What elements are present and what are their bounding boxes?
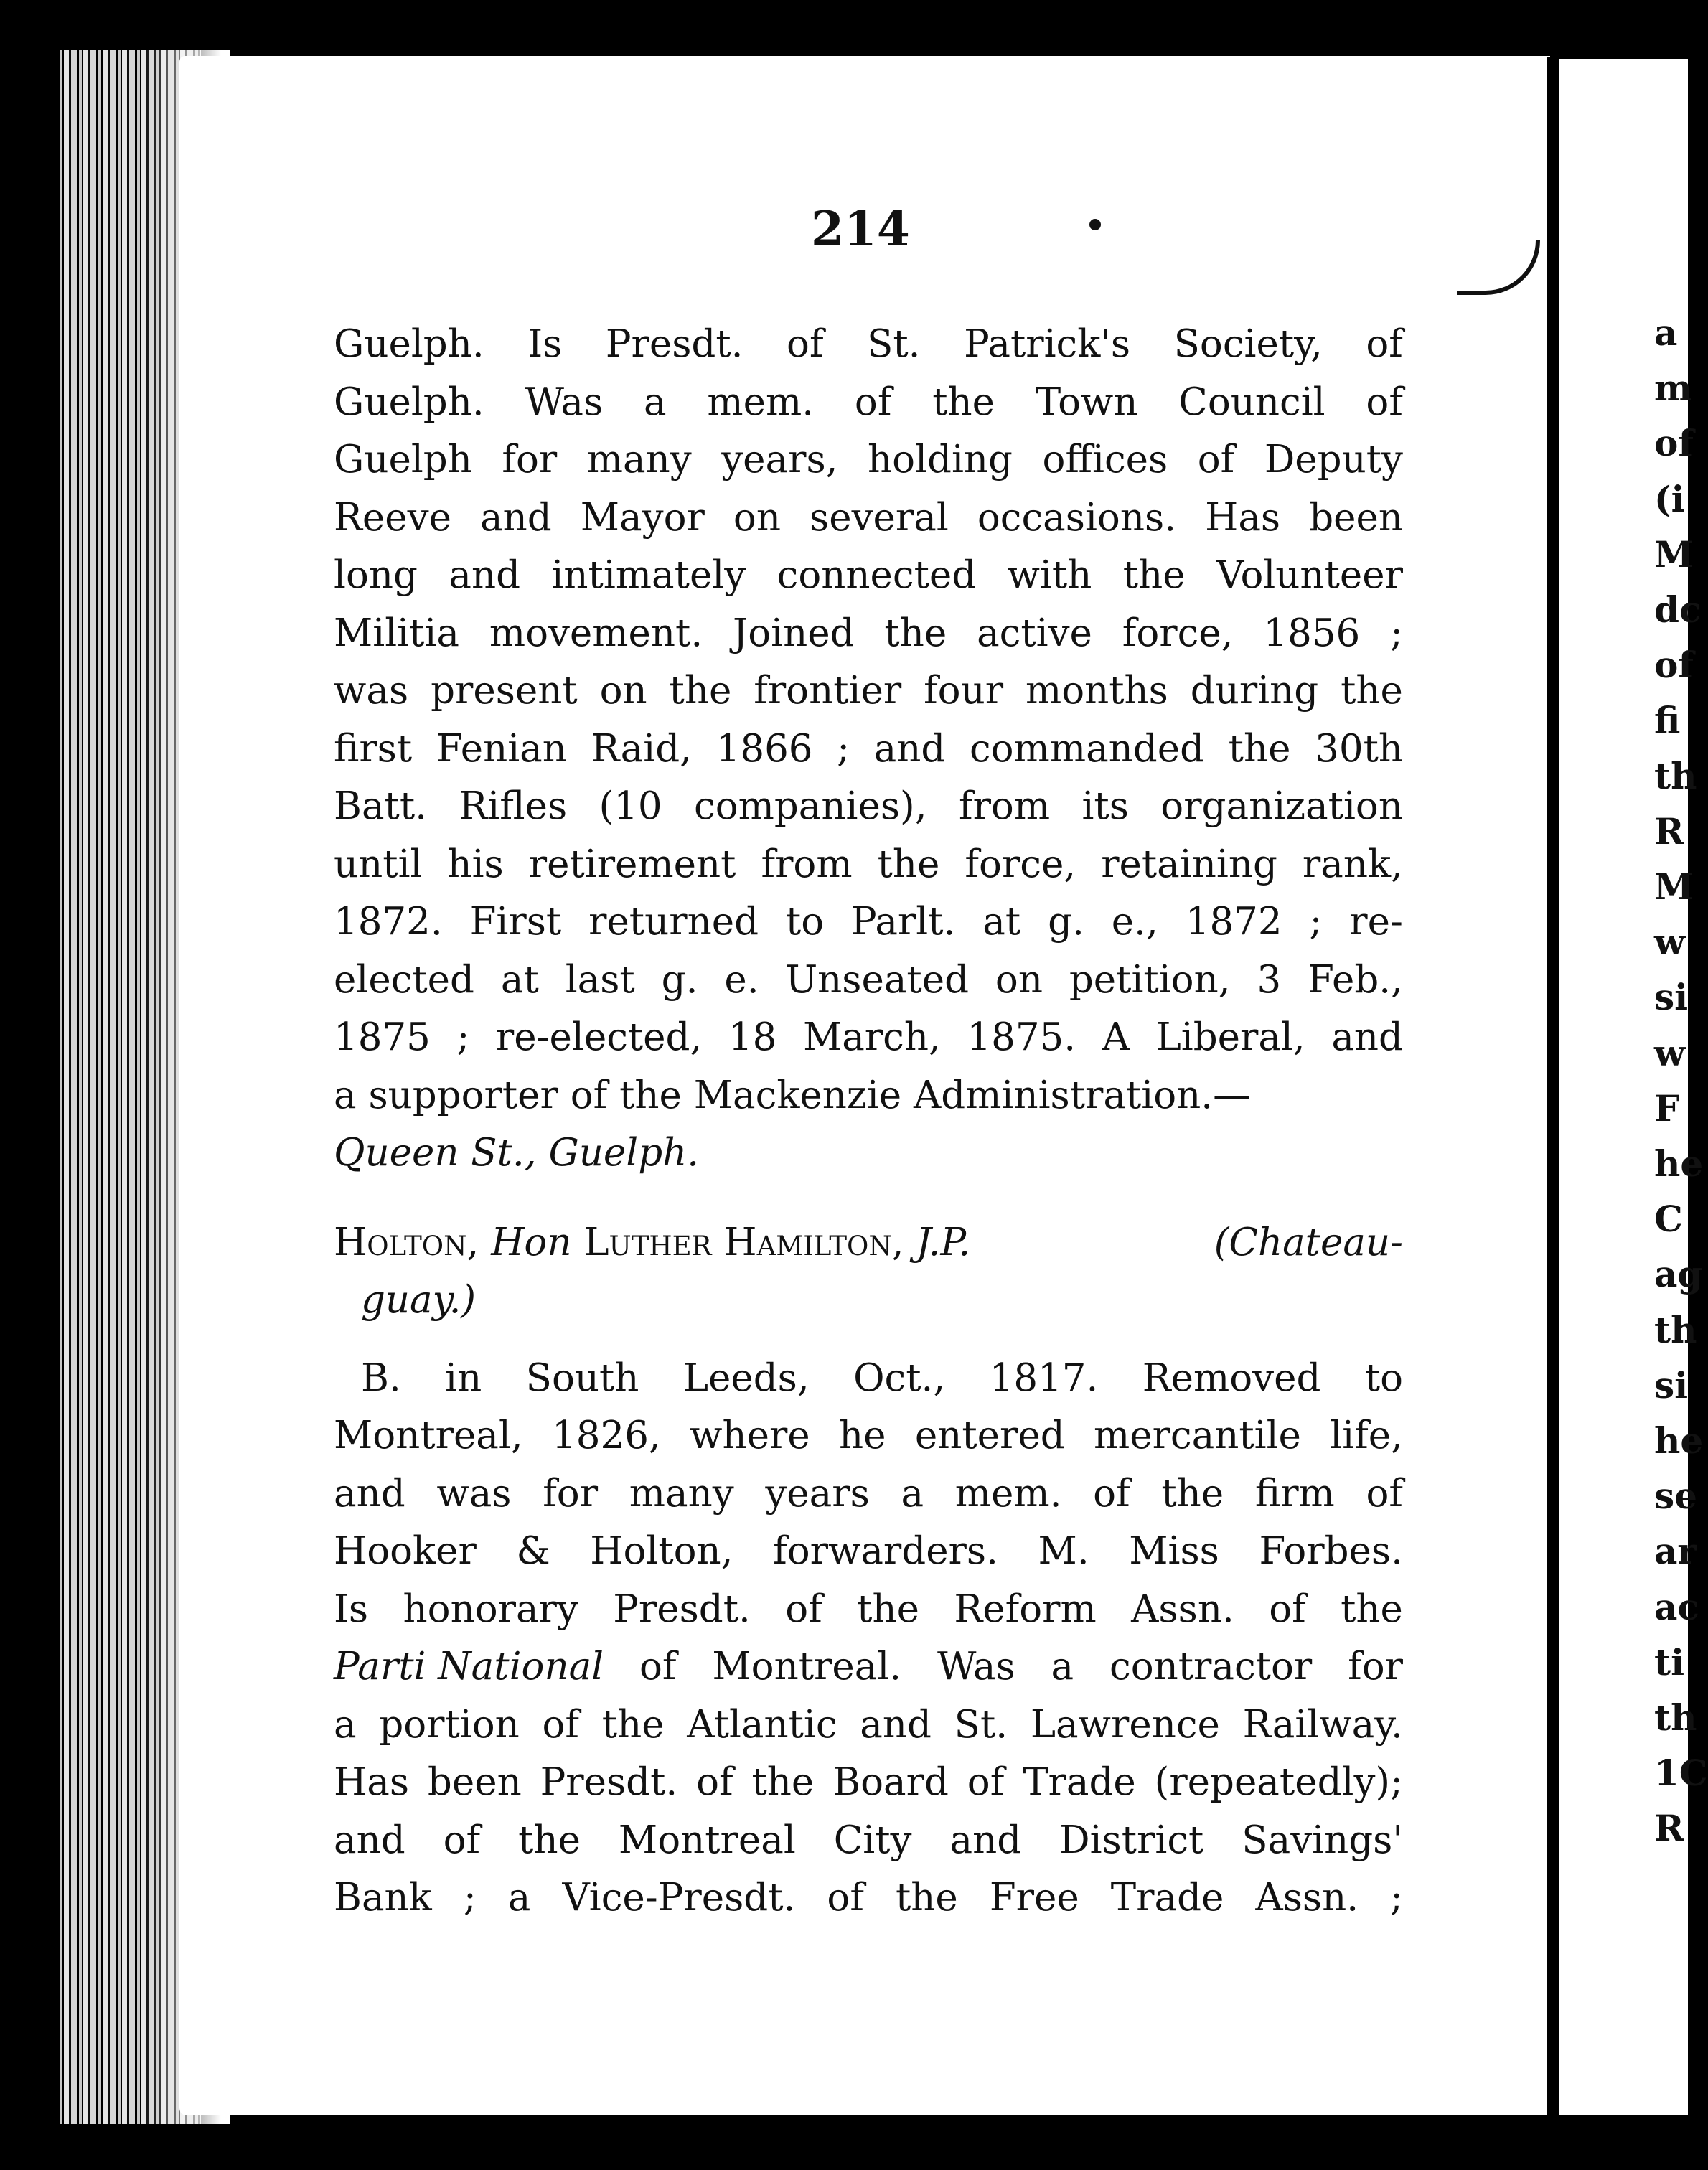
word: Railway.	[1242, 1702, 1403, 1747]
text-line	[334, 1696, 1403, 1755]
word: first	[334, 726, 413, 771]
word: until	[334, 842, 423, 886]
word: the	[1161, 1471, 1224, 1516]
word: active	[977, 611, 1092, 655]
word: Reeve	[334, 495, 451, 540]
word: Council	[1178, 380, 1325, 424]
word: Board	[832, 1760, 949, 1804]
text-line	[334, 1581, 1403, 1639]
word: in	[445, 1356, 482, 1400]
word: honorary	[403, 1587, 578, 1631]
word: many	[586, 438, 692, 482]
word: Raid,	[591, 726, 692, 771]
word: 30th	[1315, 726, 1403, 771]
word: Montreal	[618, 1818, 796, 1862]
heading-honours: J.P.	[916, 1220, 971, 1264]
word: re-elected,	[495, 1015, 703, 1059]
word: commanded	[969, 726, 1205, 771]
word: intimately	[551, 553, 746, 597]
text-line	[334, 1407, 1403, 1465]
word: the	[669, 669, 732, 713]
word: the	[601, 1702, 665, 1747]
word: been	[427, 1760, 522, 1804]
word: (10	[599, 784, 662, 828]
word: of	[1366, 380, 1403, 424]
word: a	[643, 380, 667, 424]
word: and	[334, 1471, 405, 1516]
word: Is	[527, 322, 563, 366]
word: 1875.	[967, 1015, 1076, 1059]
word: 1856	[1263, 611, 1361, 655]
word: g.	[1048, 900, 1084, 944]
word: where	[690, 1414, 810, 1457]
word: B.	[361, 1356, 401, 1400]
word: four	[924, 669, 1004, 713]
word: the	[1341, 669, 1403, 713]
word: the	[1228, 726, 1291, 771]
word: Has	[1205, 495, 1281, 540]
text-line	[334, 316, 1403, 374]
word: present	[431, 669, 578, 713]
word: Rifles	[459, 784, 568, 828]
text-line	[334, 1350, 1403, 1408]
word: Unseated	[785, 957, 970, 1002]
word: from	[761, 842, 853, 886]
word: contractor	[1109, 1645, 1313, 1688]
word: force,	[1122, 611, 1234, 655]
text-line	[334, 489, 1403, 548]
word: Patrick's	[964, 322, 1131, 366]
word: Parlt.	[851, 900, 956, 944]
word: mem.	[954, 1471, 1062, 1516]
word: the	[1122, 553, 1186, 597]
text-line	[334, 431, 1403, 489]
word: a	[334, 1702, 357, 1747]
word: of	[696, 1760, 733, 1804]
word: Society,	[1173, 322, 1323, 366]
word: at	[500, 957, 539, 1002]
word: a	[334, 1073, 369, 1117]
word: been	[1309, 495, 1403, 540]
word: g.	[661, 957, 698, 1002]
word: and	[334, 1818, 405, 1862]
word: 1817.	[989, 1356, 1099, 1400]
word: of	[787, 322, 824, 366]
word: St.	[954, 1702, 1008, 1747]
word: for	[543, 1471, 599, 1516]
word: force,	[965, 842, 1076, 886]
word: of	[570, 1073, 620, 1117]
word: Joined	[733, 611, 855, 655]
word: occasions.	[977, 495, 1177, 540]
word: Militia	[334, 611, 459, 655]
word: for	[502, 438, 558, 482]
text-line	[334, 720, 1403, 779]
word: ;	[837, 726, 850, 771]
word: and	[860, 1702, 932, 1747]
word: District	[1059, 1818, 1204, 1862]
word: Was	[937, 1645, 1015, 1688]
word: Mackenzie	[693, 1073, 914, 1117]
word: the	[884, 611, 947, 655]
word: on	[733, 495, 781, 540]
word: Is	[334, 1587, 369, 1631]
word: First	[469, 900, 562, 944]
word: ;	[1390, 1876, 1403, 1920]
word: the	[932, 380, 995, 424]
word: e.	[724, 957, 759, 1002]
text-line	[334, 1067, 1403, 1125]
word: to	[1364, 1356, 1403, 1400]
word: during	[1190, 669, 1319, 713]
word: Savings'	[1242, 1818, 1403, 1862]
text-line	[334, 1523, 1403, 1581]
word: M.	[1038, 1529, 1089, 1573]
word: Feb.,	[1308, 957, 1403, 1002]
heading-given-names: Luther Hamilton,	[583, 1220, 904, 1264]
word: Town	[1035, 380, 1138, 424]
word: of	[1366, 1471, 1403, 1516]
word: Parti National	[334, 1645, 604, 1688]
word: months	[1025, 669, 1168, 713]
text-line	[334, 1465, 1403, 1523]
word: Hooker	[334, 1529, 477, 1573]
text-line	[334, 662, 1403, 720]
page-body	[334, 316, 1403, 1927]
word: elected	[334, 957, 474, 1002]
word: of	[1269, 1587, 1306, 1631]
word: and	[449, 553, 521, 597]
word: Guelph	[334, 438, 472, 482]
word: organization	[1160, 784, 1403, 828]
heading-title: Hon	[491, 1220, 572, 1264]
word: of	[827, 1876, 864, 1920]
text-line	[334, 374, 1403, 432]
word: Free	[989, 1876, 1079, 1920]
word: retaining	[1101, 842, 1277, 886]
word: the	[896, 1876, 958, 1920]
word: connected	[776, 553, 977, 597]
text-line	[334, 605, 1403, 663]
word: City	[833, 1818, 912, 1862]
word: movement.	[489, 611, 703, 655]
word: of	[854, 380, 892, 424]
scan-border-bottom	[0, 2124, 1701, 2170]
word: he	[839, 1414, 886, 1457]
word: of	[443, 1818, 481, 1862]
word: forwarders.	[773, 1529, 998, 1573]
word: &	[516, 1529, 550, 1573]
text-line	[334, 893, 1403, 952]
word: from	[958, 784, 1051, 828]
word: Presdt.	[605, 322, 743, 366]
word: Guelph.	[334, 380, 484, 424]
word: of	[1366, 322, 1403, 366]
text-line	[334, 952, 1403, 1010]
word: and	[949, 1818, 1022, 1862]
ink-dot	[1089, 219, 1101, 230]
text-line	[334, 1009, 1403, 1067]
word: Miss	[1129, 1529, 1219, 1573]
entry-heading-cont	[334, 1272, 1403, 1330]
address-line	[334, 1124, 1403, 1183]
word: Liberal,	[1155, 1015, 1305, 1059]
word: offices	[1042, 438, 1168, 482]
word: supporter	[368, 1073, 571, 1117]
word: Leeds,	[682, 1356, 810, 1400]
heading-surname: Holton,	[334, 1220, 479, 1264]
word: (repeatedly);	[1154, 1760, 1403, 1804]
word: portion	[379, 1702, 520, 1747]
gutter-shadow	[144, 50, 230, 2131]
word: a	[901, 1471, 924, 1516]
word: holding	[868, 438, 1013, 482]
word: its	[1081, 784, 1129, 828]
text-line	[334, 836, 1403, 894]
entry-heading	[334, 1214, 1403, 1272]
word: his	[447, 842, 504, 886]
word: Administration.—	[914, 1073, 1252, 1117]
word: of	[1093, 1471, 1130, 1516]
scan-border-top	[0, 0, 1701, 65]
word: many	[629, 1471, 734, 1516]
word: of	[1197, 438, 1235, 482]
word: retirement	[528, 842, 736, 886]
word: and	[480, 495, 552, 540]
text-line	[334, 547, 1403, 605]
word: Forbes.	[1259, 1529, 1403, 1573]
word: years	[765, 1471, 870, 1516]
word: entered	[914, 1414, 1065, 1457]
word: the	[518, 1818, 581, 1862]
word: companies),	[694, 784, 927, 828]
word: ;	[456, 1015, 470, 1059]
word: and	[1331, 1015, 1403, 1059]
word: long	[334, 553, 418, 597]
word: Presdt.	[540, 1760, 678, 1804]
address: Queen St., Guelph.	[334, 1131, 700, 1175]
word: years,	[721, 438, 838, 482]
word: the	[1341, 1587, 1403, 1631]
word: to	[785, 900, 825, 944]
word: petition,	[1069, 957, 1231, 1002]
word: Atlantic	[687, 1702, 837, 1747]
scan-border-left	[0, 0, 65, 2170]
text-line	[334, 1754, 1403, 1812]
word: ;	[1390, 611, 1403, 655]
page-divider	[1547, 57, 1559, 2117]
word: e.,	[1111, 900, 1158, 944]
word: was	[436, 1471, 512, 1516]
word: 1872.	[334, 900, 443, 944]
word: Presdt.	[613, 1587, 751, 1631]
word: Bank	[334, 1876, 432, 1920]
word: South	[525, 1356, 639, 1400]
word: of	[967, 1760, 1005, 1804]
text-line	[334, 1638, 1403, 1696]
word: Was	[525, 380, 604, 424]
word: ;	[463, 1876, 477, 1920]
word: 18	[728, 1015, 777, 1059]
word: firm	[1254, 1471, 1335, 1516]
entry-body	[334, 1350, 1403, 1927]
word: on	[995, 957, 1043, 1002]
word: the	[877, 842, 940, 886]
word: on	[599, 669, 647, 713]
word: March,	[802, 1015, 941, 1059]
word: Lawrence	[1030, 1702, 1220, 1747]
word: St.	[867, 322, 921, 366]
heading-riding-cont: guay.)	[361, 1278, 477, 1322]
word: ;	[1309, 900, 1323, 944]
text-line	[334, 1869, 1403, 1927]
word: Holton,	[590, 1529, 733, 1573]
word: the	[619, 1073, 694, 1117]
word: several	[810, 495, 949, 540]
word: of	[785, 1587, 822, 1631]
word: of	[639, 1645, 677, 1688]
word: life,	[1330, 1414, 1403, 1457]
word: Oct.,	[853, 1356, 946, 1400]
word: Mayor	[580, 495, 705, 540]
word: with	[1007, 553, 1092, 597]
word: was	[334, 669, 409, 713]
word: Assn.	[1131, 1587, 1234, 1631]
word: Volunteer	[1216, 553, 1403, 597]
word: 1826,	[552, 1414, 661, 1457]
word: Removed	[1142, 1356, 1321, 1400]
word: the	[857, 1587, 919, 1631]
word: Trade	[1110, 1876, 1224, 1920]
word: Vice-Presdt.	[562, 1876, 796, 1920]
word: a	[1051, 1645, 1074, 1688]
word: of	[542, 1702, 580, 1747]
word: rank,	[1302, 842, 1403, 886]
word: Reform	[954, 1587, 1097, 1631]
word: returned	[588, 900, 759, 944]
text-line	[334, 1812, 1403, 1870]
word: mem.	[707, 380, 815, 424]
word: Montreal,	[334, 1414, 523, 1457]
text-line	[334, 778, 1403, 836]
word: 1872	[1185, 900, 1282, 944]
word: 1866	[715, 726, 813, 771]
word: Assn.	[1255, 1876, 1359, 1920]
word: 3	[1257, 957, 1282, 1002]
word: Fenian	[436, 726, 567, 771]
page-number: 214	[811, 201, 910, 257]
word: re-	[1349, 900, 1403, 944]
word: last	[565, 957, 635, 1002]
word: Has	[334, 1760, 410, 1804]
word: and	[873, 726, 946, 771]
facing-page-text: a m of (i M dc of fi th R M w si w F he C ag th si he se ar ac ti th 1C R	[1654, 311, 1708, 1850]
word: Guelph.	[334, 322, 484, 366]
entry-continued	[334, 316, 1403, 1124]
word: for	[1348, 1645, 1403, 1688]
word: Deputy	[1264, 438, 1403, 482]
word: 1875	[334, 1015, 431, 1059]
word: A	[1102, 1015, 1130, 1059]
word: the	[751, 1760, 815, 1804]
word: frontier	[754, 669, 902, 713]
word: a	[507, 1876, 531, 1920]
heading-riding: (Chateau-	[1214, 1220, 1403, 1264]
word: Batt.	[334, 784, 427, 828]
word: mercantile	[1093, 1414, 1301, 1457]
word: at	[982, 900, 1021, 944]
word: Montreal.	[712, 1645, 902, 1688]
word: Trade	[1023, 1760, 1136, 1804]
